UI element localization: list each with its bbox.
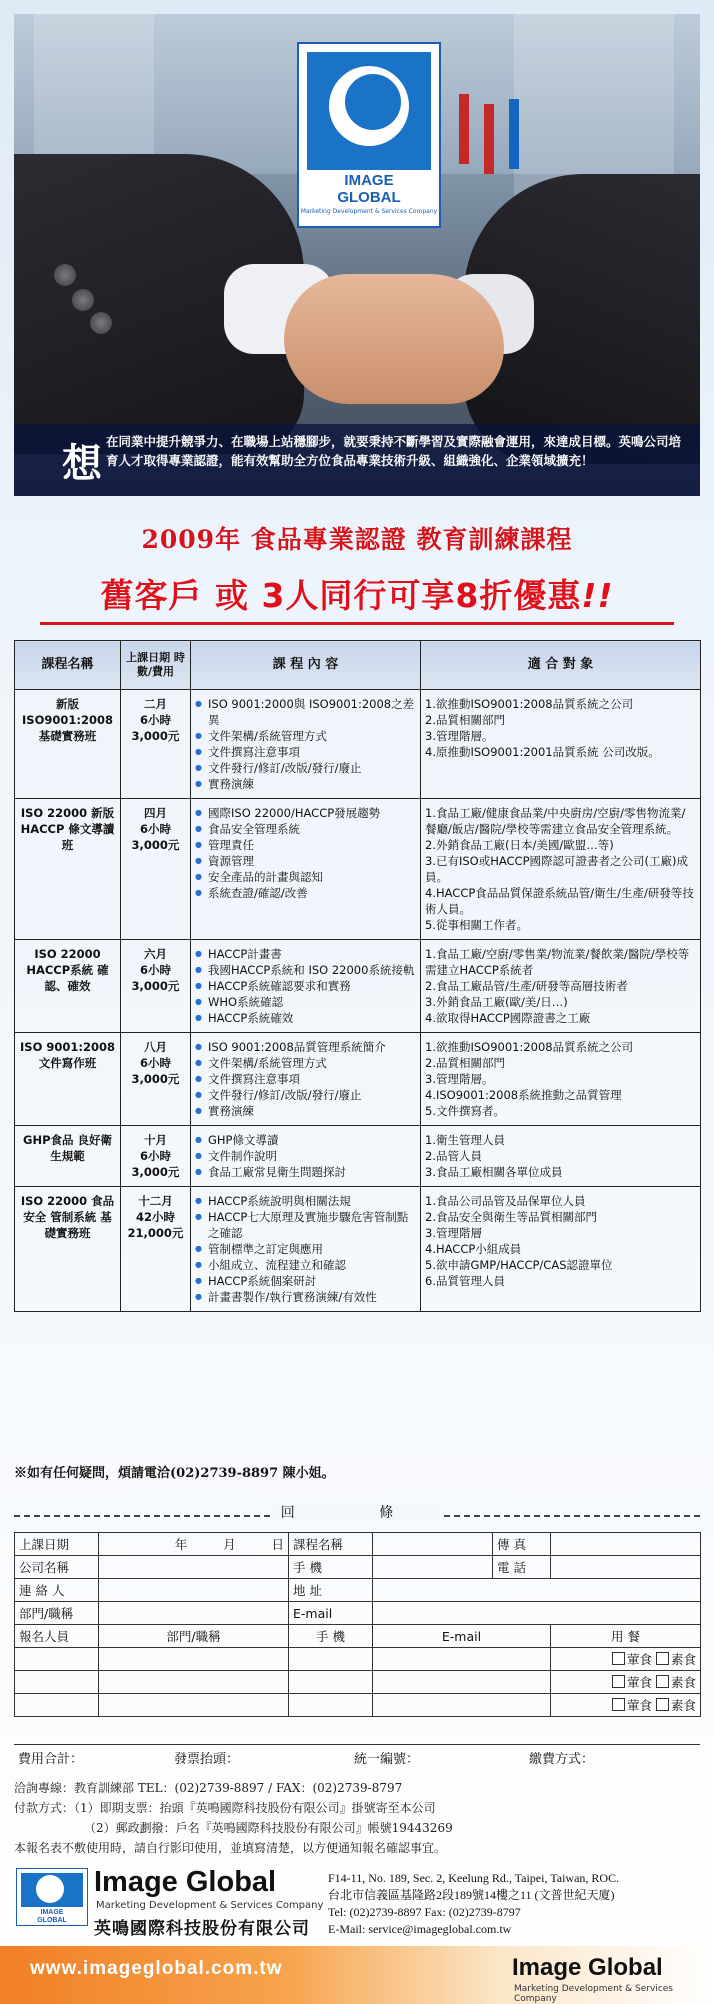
attendee-mobile-field[interactable] — [289, 1671, 373, 1694]
list-item: ● HACCP七大原理及實施步驟危害管制點之確認 — [195, 1209, 416, 1241]
course-time: 四月 6小時 3,000元 — [121, 799, 191, 940]
list-item: 1.欲推動ISO9001:2008品質系統之公司 — [425, 1040, 634, 1054]
attendee-name-field[interactable] — [15, 1694, 99, 1717]
course-audience — [421, 690, 701, 799]
course-content — [191, 1187, 421, 1312]
course-title: 2009年 食品專業認證 教育訓練課程 — [141, 525, 573, 554]
course-content — [191, 690, 421, 799]
attendee-dept-field[interactable] — [99, 1694, 289, 1717]
course-audience — [421, 940, 701, 1033]
intro-initial: 想 — [62, 440, 102, 487]
website-link[interactable]: www.imageglobal.com.tw — [30, 1958, 283, 1979]
image-global-logo: IMAGE GLOBAL Marketing Development & Services Company — [297, 42, 441, 228]
list-item: ● HACCP系統說明與相關法規 — [195, 1193, 416, 1209]
course-audience — [421, 1126, 701, 1187]
list-item: 2.品質相關部門 — [425, 713, 505, 727]
fax-field[interactable] — [551, 1533, 701, 1556]
table-row — [15, 1126, 701, 1187]
bottom-bar: www.imageglobal.com.tw Image Global Marketing Development & Services Company — [0, 1946, 714, 2004]
brand-name: Image Global — [94, 1866, 277, 1898]
list-item: ● 計畫書製作/執行實務演練/有效性 — [195, 1289, 416, 1305]
list-item: 5.從事相關工作者。 — [425, 918, 528, 932]
course-field[interactable] — [373, 1533, 493, 1556]
list-item: 4.原推動ISO9001:2001品質系統 公司改版。 — [425, 745, 660, 759]
list-item: ● 食品工廠常見衛生問題探討 — [195, 1164, 416, 1180]
email-field[interactable] — [373, 1602, 701, 1625]
intro-text: 在同業中提升競爭力、在職場上站穩腳步，就要秉持不斷學習及實際融會運用，來達成目標。英鳴公司培育人才取得專業認證，能有效幫助全方位食品專業技術升級、組織強化、企業領域擴充！ — [106, 434, 682, 468]
course-content — [191, 1033, 421, 1126]
date-field[interactable]: 年 月 日 — [99, 1533, 289, 1556]
attendee-email-field[interactable] — [373, 1648, 551, 1671]
list-item: 3.管理階層 — [425, 1226, 482, 1240]
header-content: 課 程 內 容 — [191, 641, 421, 690]
attendee-row — [15, 1671, 701, 1694]
list-item: ● ISO 9001:2000與 ISO9001:2008之差異 — [195, 696, 416, 728]
attendee-email-field[interactable] — [373, 1671, 551, 1694]
list-item: 2.品管人員 — [425, 1149, 482, 1163]
table-row — [15, 1033, 701, 1126]
course-time: 二月 6小時 3,000元 — [121, 690, 191, 799]
course-schedule-table — [14, 640, 701, 1312]
list-item: ● 文件架構/系統管理方式 — [195, 1055, 416, 1071]
list-item: 3.管理階層。 — [425, 729, 494, 743]
veg-checkbox[interactable] — [656, 1675, 669, 1688]
course-time: 十二月 42小時 21,000元 — [121, 1187, 191, 1312]
course-audience — [421, 1033, 701, 1126]
list-item: 3.已有ISO或HACCP國際認可證書者之公司(工廠)成員。 — [425, 854, 688, 884]
attendee-row — [15, 1648, 701, 1671]
list-item: 1.食品工廠/空廚/零售業/物流業/餐飲業/醫院/學校等需建立HACCP系統者 — [425, 947, 690, 977]
intro-box — [14, 424, 700, 496]
list-item: ● 小組成立、流程建立和確認 — [195, 1257, 416, 1273]
list-item: ● 安全產品的計畫與認知 — [195, 869, 416, 885]
list-item: ● 文件發行/修訂/改版/發行/廢止 — [195, 760, 416, 776]
veg-checkbox[interactable] — [656, 1652, 669, 1665]
course-time: 六月 6小時 3,000元 — [121, 940, 191, 1033]
list-item: ● 管理責任 — [195, 837, 416, 853]
dept-field[interactable] — [99, 1602, 289, 1625]
list-item: 3.管理階層。 — [425, 1072, 494, 1086]
list-item: 2.品質相關部門 — [425, 1056, 505, 1070]
brand-zh: 英鳴國際科技股份有限公司 — [94, 1919, 310, 1939]
list-item: 1.衛生管理人員 — [425, 1133, 505, 1147]
header-time-fee: 上課日期 時數/費用 — [121, 641, 191, 690]
brand-name-bottom: Image Global — [512, 1954, 663, 1981]
notes: 洽詢專線：教育訓練部 TEL：(02)2739-8897 / FAX：(02)2739-8797 付款方式：（1）即期支票：抬頭『英鳴國際科技股份有限公司』掛號寄至本公司 （2）郵政劃撥：戶名『英鳴國際科技股份有限公司』帳號19443269 本報名表不敷使用時，請自行影印使用，並填寫清楚，以方便通知報名確認事宜。 — [14, 1781, 453, 1855]
divider — [40, 622, 674, 625]
list-item: 2.食品工廠品管/生產/研發等高層技術者 — [425, 979, 628, 993]
meal-choice: 葷食 素食 — [551, 1648, 701, 1671]
list-item: 3.外銷食品工廠(歐/美/日…) — [425, 995, 568, 1009]
registration-form: 上課日期 年 月 日 課程名稱 傳 真 公司名稱 手 機 電 話 連 絡 人 地 址 部門/職稱 E-mail 報名人員 部門/職稱 手 機 E-mail 用 餐 葷食 素食 葷食 素食 葷食 素食 — [14, 1532, 701, 1717]
course-name: ISO 22000 新版HACCP 條文導讀班 — [15, 799, 121, 940]
course-name: 新版 ISO9001:2008 基礎實務班 — [15, 690, 121, 799]
course-time: 十月 6小時 3,000元 — [121, 1126, 191, 1187]
table-row — [15, 1187, 701, 1312]
list-item: ● 實務演練 — [195, 1103, 416, 1119]
attendee-email-field[interactable] — [373, 1694, 551, 1717]
list-item: 5.文件撰寫者。 — [425, 1104, 505, 1118]
list-item: ● 我國HACCP系統和 ISO 22000系統接軌 — [195, 962, 416, 978]
attendee-name-field[interactable] — [15, 1648, 99, 1671]
list-item: ● 文件撰寫注意事項 — [195, 1071, 416, 1087]
list-item: ● 管制標準之訂定與應用 — [195, 1241, 416, 1257]
table-row — [15, 940, 701, 1033]
list-item: ● HACCP計畫書 — [195, 946, 416, 962]
list-item: ● 文件撰寫注意事項 — [195, 744, 416, 760]
list-item: ● HACCP系統確認要求和實務 — [195, 978, 416, 994]
address-field[interactable] — [373, 1579, 701, 1602]
header-course-name: 課程名稱 — [15, 641, 121, 690]
meal-choice: 葷食 素食 — [551, 1694, 701, 1717]
meat-checkbox[interactable] — [612, 1698, 625, 1711]
return-slip-title: 回 條 — [0, 1502, 714, 1522]
course-content — [191, 799, 421, 940]
course-name: GHP食品 良好衛生規範 — [15, 1126, 121, 1187]
list-item: 6.品質管理人員 — [425, 1274, 505, 1288]
course-content — [191, 1126, 421, 1187]
list-item: ● WHO系統確認 — [195, 994, 416, 1010]
table-row — [15, 690, 701, 799]
attendee-dept-field[interactable] — [99, 1671, 289, 1694]
list-item: 4.HACCP小組成員 — [425, 1242, 522, 1256]
footer-logo: IMAGE GLOBAL — [16, 1868, 88, 1926]
list-item: 4.HACCP食品品質保證系統品管/衛生/生產/研發等技術人員。 — [425, 886, 694, 916]
list-item: ● ISO 9001:2008品質管理系統簡介 — [195, 1039, 416, 1055]
company-address: F14-11, No. 189, Sec. 2, Keelung Rd., Taipei, Taiwan, ROC. 台北市信義區基隆路2段189號14樓之11 (文普世紀天廈) Tel: (02)2739-8897 Fax: (02)2739-8797 E-Mail: service@imageglobal.com.tw — [328, 1871, 620, 1936]
company-field[interactable] — [99, 1556, 289, 1579]
list-item: ● 食品安全管理系統 — [195, 821, 416, 837]
list-item: 4.ISO9001:2008系統推動之品質管理 — [425, 1088, 622, 1102]
list-item: ● 文件架構/系統管理方式 — [195, 728, 416, 744]
table-row — [15, 799, 701, 940]
list-item: ● HACCP系統個案研討 — [195, 1273, 416, 1289]
veg-checkbox[interactable] — [656, 1698, 669, 1711]
meat-checkbox[interactable] — [612, 1652, 625, 1665]
list-item: 4.欲取得HACCP國際證書之工廠 — [425, 1011, 591, 1025]
list-item: ● 國際ISO 22000/HACCP發展趨勢 — [195, 805, 416, 821]
attendee-name-field[interactable] — [15, 1671, 99, 1694]
handshake-image — [284, 274, 504, 404]
list-item: ● 文件制作說明 — [195, 1148, 416, 1164]
phone-field[interactable] — [551, 1556, 701, 1579]
contact-note: ※如有任何疑問，煩請電洽(02)2739-8897 陳小姐。 — [14, 1466, 335, 1481]
course-content — [191, 940, 421, 1033]
list-item: ● 文件發行/修訂/改版/發行/廢止 — [195, 1087, 416, 1103]
contact-field[interactable] — [99, 1579, 289, 1602]
list-item: 2.外銷食品工廠(日本/美國/歐盟…等) — [425, 838, 614, 852]
course-name: ISO 9001:2008 文件寫作班 — [15, 1033, 121, 1126]
list-item: ● 實務演練 — [195, 776, 416, 792]
list-item: ● GHP條文導讀 — [195, 1132, 416, 1148]
course-name: ISO 22000 食品安全 管制系統 基礎實務班 — [15, 1187, 121, 1312]
list-item: 3.食品工廠相關各單位成員 — [425, 1165, 563, 1179]
list-item: 1.食品工廠/健康食品業/中央廚房/空廚/零售物流業/餐廳/飯店/醫院/學校等需建立食品安全管理系統。 — [425, 806, 686, 836]
attendee-mobile-field[interactable] — [289, 1648, 373, 1671]
list-item: ● 資源管理 — [195, 853, 416, 869]
course-audience — [421, 1187, 701, 1312]
fee-row: 費用合計： 發票抬頭： 統一編號： 繳費方式： — [14, 1744, 700, 1767]
list-item: ● HACCP系統確效 — [195, 1010, 416, 1026]
attendee-row — [15, 1694, 701, 1717]
brand-sub: Marketing Development & Services Company — [96, 1900, 324, 1911]
list-item: 1.食品公司品管及品保單位人員 — [425, 1194, 586, 1208]
list-item: 5.欲申請GMP/HACCP/CAS認證單位 — [425, 1258, 613, 1272]
course-time: 八月 6小時 3,000元 — [121, 1033, 191, 1126]
course-name: ISO 22000 HACCP系統 確認、確效 — [15, 940, 121, 1033]
discount-title: 舊客戶 或 3人同行可享8折優惠!! — [100, 576, 614, 615]
mobile-field[interactable] — [373, 1556, 493, 1579]
list-item: 1.欲推動ISO9001:2008品質系統之公司 — [425, 697, 634, 711]
attendee-dept-field[interactable] — [99, 1648, 289, 1671]
meat-checkbox[interactable] — [612, 1675, 625, 1688]
list-item: ● 系統查證/確認/改善 — [195, 885, 416, 901]
list-item: 2.食品安全與衛生等品質相關部門 — [425, 1210, 597, 1224]
course-audience — [421, 799, 701, 940]
header-audience: 適 合 對 象 — [421, 641, 701, 690]
attendee-mobile-field[interactable] — [289, 1694, 373, 1717]
meal-choice: 葷食 素食 — [551, 1671, 701, 1694]
